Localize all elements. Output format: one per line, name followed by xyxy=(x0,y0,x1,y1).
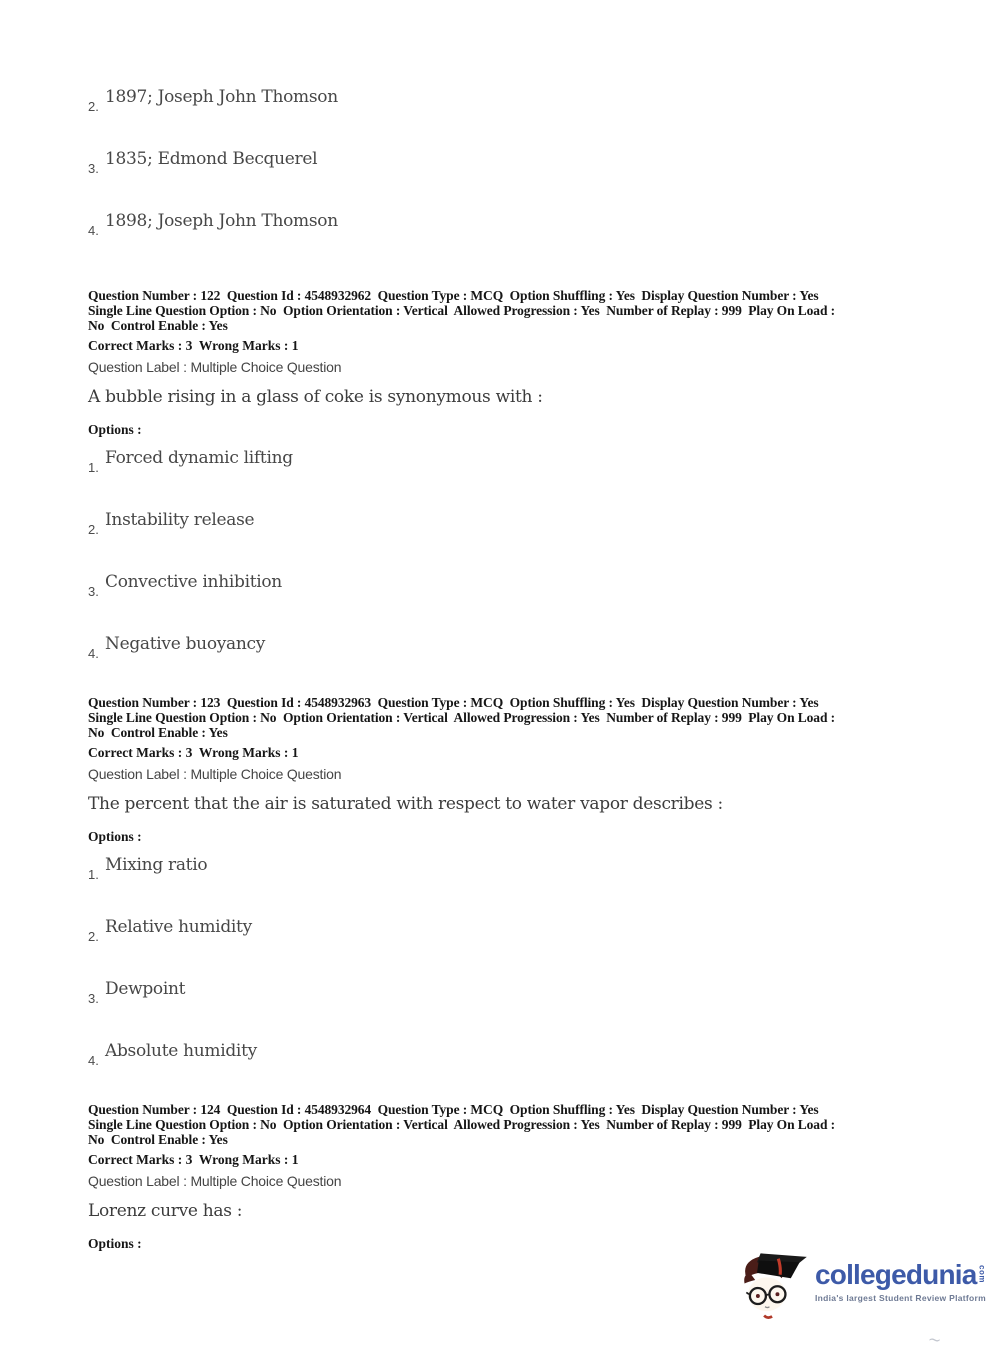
partial-question-options xyxy=(88,86,908,272)
option-number: 3. xyxy=(88,161,99,176)
question-label-line: Question Label : Multiple Choice Question xyxy=(88,1173,342,1189)
options-list xyxy=(88,447,910,661)
option-text: 1835; Edmond Becquerel xyxy=(105,149,318,169)
scan-artifact-mark: ~ xyxy=(926,1329,943,1350)
option-row xyxy=(88,854,910,882)
option-row xyxy=(88,148,908,176)
option-number: 2. xyxy=(88,522,99,537)
option-text: Relative humidity xyxy=(105,917,252,937)
question-meta-line: Single Line Question Option : No Option Orientation : Vertical Allowed Progression : Yes Number of Replay : 999 Play On Load : xyxy=(88,710,836,725)
option-row xyxy=(88,571,910,599)
option-number: 1. xyxy=(88,460,99,475)
option-number: 2. xyxy=(88,99,99,114)
question-meta-line: Question Number : 122 Question Id : 4548932962 Question Type : MCQ Option Shuffling : Yes Display Question Number : Yes xyxy=(88,288,819,303)
option-number: 4. xyxy=(88,223,99,238)
brand-row xyxy=(815,1260,987,1290)
option-row xyxy=(88,1040,910,1068)
option-text: Instability release xyxy=(105,510,255,530)
question-text: The percent that the air is saturated with respect to water vapor describes : xyxy=(88,794,723,814)
option-text: Mixing ratio xyxy=(105,855,208,875)
option-text: Forced dynamic lifting xyxy=(105,448,293,468)
question-meta-line: No Control Enable : Yes xyxy=(88,1132,228,1147)
options-list xyxy=(88,854,910,1068)
question-block xyxy=(88,695,910,1102)
question-meta-line: No Control Enable : Yes xyxy=(88,318,228,333)
option-number: 4. xyxy=(88,1053,99,1068)
options-heading: Options : xyxy=(88,829,142,844)
question-meta-line: Question Number : 124 Question Id : 4548932964 Question Type : MCQ Option Shuffling : Yes Display Question Number : Yes xyxy=(88,1102,819,1117)
option-row xyxy=(88,210,908,238)
option-number: 3. xyxy=(88,991,99,1006)
collegedunia-logo[interactable] xyxy=(737,1248,993,1328)
option-row xyxy=(88,633,910,661)
question-meta-line: No Control Enable : Yes xyxy=(88,725,228,740)
question-block xyxy=(88,1102,910,1251)
option-row xyxy=(88,447,910,475)
marks-line: Correct Marks : 3 Wrong Marks : 1 xyxy=(88,338,299,353)
option-row xyxy=(88,916,910,944)
question-meta-line: Question Number : 123 Question Id : 4548932963 Question Type : MCQ Option Shuffling : Yes Display Question Number : Yes xyxy=(88,695,819,710)
option-number: 2. xyxy=(88,929,99,944)
option-text: Convective inhibition xyxy=(105,572,282,592)
options-heading: Options : xyxy=(88,422,142,437)
option-text: Absolute humidity xyxy=(105,1041,257,1061)
question-label-line: Question Label : Multiple Choice Question xyxy=(88,359,342,375)
question-label-line: Question Label : Multiple Choice Question xyxy=(88,766,342,782)
option-row xyxy=(88,509,910,537)
mascot-graduate-icon xyxy=(737,1248,809,1328)
options-heading: Options : xyxy=(88,1236,142,1251)
option-number: 1. xyxy=(88,867,99,882)
question-text: A bubble rising in a glass of coke is synonymous with : xyxy=(88,387,543,407)
option-text: Negative buoyancy xyxy=(105,634,266,654)
question-meta-line: Single Line Question Option : No Option Orientation : Vertical Allowed Progression : Yes Number of Replay : 999 Play On Load : xyxy=(88,1117,836,1132)
logo-text-column xyxy=(815,1260,987,1303)
question-block xyxy=(88,288,910,695)
brand-domain-suffix: com xyxy=(977,1265,987,1283)
option-text: 1898; Joseph John Thomson xyxy=(105,211,338,231)
logo-tagline: India's largest Student Review Platform xyxy=(815,1293,987,1303)
option-number: 3. xyxy=(88,584,99,599)
question-meta-line: Single Line Question Option : No Option Orientation : Vertical Allowed Progression : Yes Number of Replay : 999 Play On Load : xyxy=(88,303,836,318)
option-text: 1897; Joseph John Thomson xyxy=(105,87,338,107)
brand-name: collegedunia xyxy=(815,1259,977,1290)
option-row xyxy=(88,86,908,114)
marks-line: Correct Marks : 3 Wrong Marks : 1 xyxy=(88,1152,299,1167)
option-number: 4. xyxy=(88,646,99,661)
option-text: Dewpoint xyxy=(105,979,186,999)
option-row xyxy=(88,978,910,1006)
marks-line: Correct Marks : 3 Wrong Marks : 1 xyxy=(88,745,299,760)
question-text: Lorenz curve has : xyxy=(88,1201,243,1221)
